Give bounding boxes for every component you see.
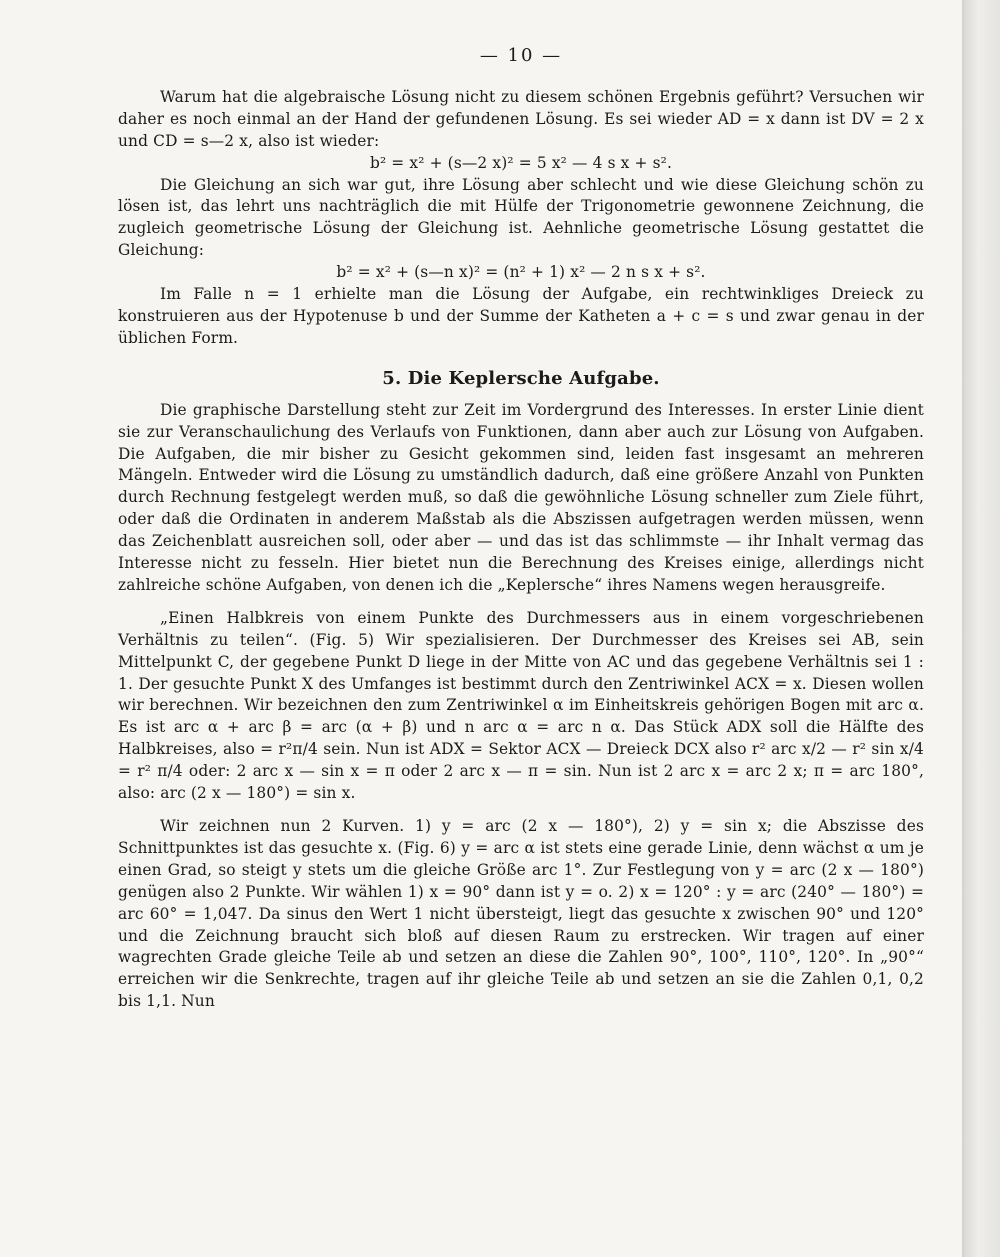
page-content — [118, 45, 924, 1013]
paragraph-algebraic-solution: Warum hat die algebraische Lösung nicht zu diesem schönen Ergebnis geführt? Versuchen wir daher es noch einmal an der Hand der gefundenen Lösung. Es sei wieder AD = x dann ist DV = 2 x und CD = s—2 x, also ist wieder: — [118, 87, 924, 150]
equation-1: b² = x² + (s—2 x)² = 5 x² — 4 s x + s². — [369, 153, 673, 172]
section-heading: 5. Die Keplersche Aufgabe. — [382, 367, 660, 389]
page-number: — 10 — — [479, 45, 563, 66]
paragraph-kepler-problem: „Einen Halbkreis von einem Punkte des Durchmessers aus in einem vorgeschriebenen Verhältnis zu teilen“. (Fig. 5) Wir spezialisieren. Der Durchmesser des Kreises sei AB, sein Mittelpunkt C, der gegebene Punkt D liege in der Mitte von AC und das gegebene Verhältnis sei 1 : 1. Der gesuchte Punkt X des Umfanges ist bestimmt durch den Zentriwinkel ACX = x. Diesen wollen wir berechnen. Wir bezeichnen den zum Zentriwinkel α im Einheitskreis gehörigen Bogen mit arc α. Es ist arc α + arc β = arc (α + β) und n arc α = arc n α. Das Stück ADX soll die Hälfte des Halbkreises, also = r²π/4 sein. Nun ist ADX = Sektor ACX — Dreieck DCX also r² arc x/2 — r² sin x/4 = r² π/4 oder: 2 arc x — sin x = π oder 2 arc x — π = sin. Nun ist 2 arc x = arc 2 x; π = arc 180°, also: arc (2 x — 180°) = sin x. — [118, 608, 924, 803]
paragraph-two-curves: Wir zeichnen nun 2 Kurven. 1) y = arc (2 x — 180°), 2) y = sin x; die Abszisse des Schnittpunktes ist das gesuchte x. (Fig. 6) y = arc α ist stets eine gerade Linie, denn wächst α um je einen Grad, so steigt y stets um die gleiche Größe arc 1°. Zur Festlegung von y = arc (2 x — 180°) genügen also 2 Punkte. Wir wählen 1) x = 90° dann ist y = o. 2) x = 120° : y = arc (240° — 180°) = arc 60° = 1,047. Da sinus den Wert 1 nicht übersteigt, liegt das gesuchte x zwischen 90° und 120° und die Zeichnung braucht sich bloß auf diesen Raum zu erstrecken. Wir tragen auf einer wagrechten Grade gleiche Teile ab und setzen an diese die Zahlen 90°, 100°, 110°, 120°. In „90°“ erreichen wir die Senkrechte, tragen auf ihr gleiche Teile ab und setzen an sie die Zahlen 0,1, 0,2 bis 1,1. Nun — [118, 817, 924, 1011]
equation-2: b² = x² + (s—n x)² = (n² + 1) x² — 2 n s x + s². — [336, 263, 706, 282]
paragraph-gap — [118, 597, 924, 608]
paragraph-graphical-representation: Die graphische Darstellung steht zur Zeit im Vordergrund des Interesses. In erster Linie dient sie zur Veranschaulichung des Verlaufs von Funktionen, dann aber auch zur Lösung von Aufgaben. Die Aufgaben, die mir bisher zu Gesicht gekommen sind, leiden fast insgesamt an mehreren Mängeln. Entweder wird die Lösung zu umständlich dadurch, daß eine größere Anzahl von Punkten durch Rechnung festgelegt werden muß, so daß die gewöhnliche Lösung schneller zum Ziele führt, oder daß die Ordinaten in anderem Maßstab als die Abszissen aufgetragen werden müssen, wenn das Zeichenblatt ausreichen soll, oder aber — und das ist das schlimmste — ihr Inhalt vermag das Interesse nicht zu fesseln. Hier bietet nun die Berechnung des Kreises einige, allerdings nicht zahlreiche schöne Aufgaben, von denen ich die „Keplersche“ ihres Namens wegen herausgreife. — [118, 400, 924, 594]
paragraph-trigonometry: Die Gleichung an sich war gut, ihre Lösung aber schlecht und wie diese Gleichung schön zu lösen ist, das lehrt uns nachträglich die mit Hülfe der Trigonometrie gewonnene Zeichnung, die zugleich geometrische Lösung der Gleichung ist. Aehnliche geometrische Lösung gestattet die Gleichung: — [118, 175, 924, 260]
paragraph-right-triangle: Im Falle n = 1 erhielte man die Lösung der Aufgabe, ein rechtwinkliges Dreieck zu konstruieren aus der Hypotenuse b und der Summe der Katheten a + c = s und zwar genau in der üblichen Form. — [118, 285, 924, 347]
paragraph-gap — [118, 805, 924, 816]
page-edge — [964, 0, 1000, 1257]
